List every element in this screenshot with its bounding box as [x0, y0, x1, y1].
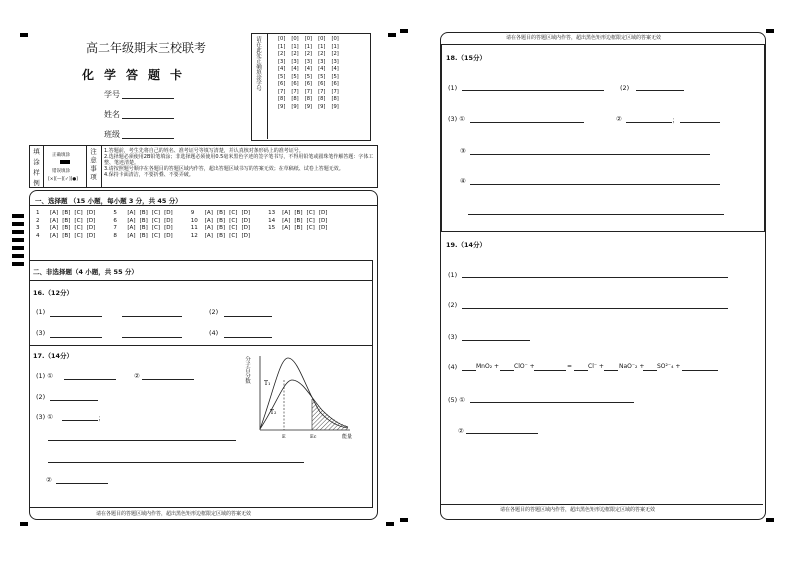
q19-eq-blank-3[interactable] — [534, 370, 566, 371]
id-bubble[interactable]: [4] — [291, 66, 299, 72]
id-bubble[interactable]: [8] — [278, 96, 286, 102]
mc-option-d[interactable]: [D] — [241, 232, 251, 239]
q18-box — [441, 44, 765, 232]
mc-option-c[interactable]: [C] — [151, 217, 161, 224]
mc-option-a[interactable]: [A] — [50, 217, 59, 224]
mc-row — [113, 233, 172, 239]
id-bubble[interactable]: [3] — [318, 58, 326, 65]
id-bubble[interactable]: [4] — [318, 66, 326, 72]
q18-part-2-label: (2) — [620, 84, 630, 92]
q19-eq-blank-4[interactable] — [574, 370, 588, 371]
q16-q17-divider — [29, 345, 372, 346]
q16-part-1-line-b[interactable] — [122, 316, 182, 317]
q17-part-3-line-2[interactable] — [48, 440, 236, 441]
left-footer: 请在各题目的答题区域内作答，超出黑色矩形边框限定区域的答案无效 — [96, 511, 252, 517]
mc-option-c[interactable]: [C] — [306, 225, 315, 231]
class-label: 班级 — [104, 130, 120, 139]
q19-eq-clo: ClO⁻ + — [514, 363, 535, 370]
q19-part-3-line[interactable] — [462, 340, 530, 341]
q18-part-3-1-label: (3) ① — [448, 115, 466, 123]
id-bubble[interactable]: [5] — [291, 73, 299, 80]
mc-section-title: 一、选择题 （15 小题，每小题 3 分，共 45 分） — [35, 197, 182, 205]
mc-option-d[interactable]: [D] — [318, 217, 328, 224]
id-bubble[interactable]: [7] — [318, 88, 326, 95]
q18-part-3-1-line[interactable] — [470, 122, 584, 123]
mc-option-b[interactable]: [B] — [62, 232, 71, 239]
q18-extra-line[interactable] — [468, 214, 724, 215]
id-column — [318, 36, 325, 110]
graph-t2-label: T₂ — [270, 409, 277, 416]
mc-option-c[interactable]: [C] — [229, 217, 238, 224]
id-bubble[interactable]: [2] — [278, 51, 286, 57]
mc-number: 3 — [36, 225, 40, 231]
q17-part-3-2-line[interactable] — [56, 483, 108, 484]
mc-option-a[interactable]: [A] — [50, 232, 59, 239]
mc-option-d[interactable]: [D] — [164, 232, 173, 239]
timing-mark — [12, 214, 24, 218]
mc-number: 14 — [268, 217, 276, 224]
nonmc-section-title: 二、非选择题（4 小题，共 55 分） — [33, 268, 138, 276]
id-bubble[interactable]: [6] — [278, 81, 286, 87]
mc-number: 4 — [36, 232, 40, 239]
student-id-label: 学号 — [104, 90, 120, 99]
id-bubble[interactable]: [3] — [331, 58, 339, 65]
corner-mark-tr — [766, 29, 774, 33]
mc-row — [36, 233, 95, 239]
id-bubble[interactable]: [9] — [278, 103, 286, 110]
mc-option-a[interactable]: [A] — [282, 225, 291, 231]
mc-option-b[interactable]: [B] — [139, 232, 148, 239]
right-footer: 请在各题目的答题区域内作答，超出黑色矩形边框限定区域的答案无效 — [500, 507, 656, 513]
q19-part-2-line[interactable] — [462, 308, 728, 309]
q16-part-1-label: (1) — [36, 308, 46, 316]
mc-option-d[interactable]: [D] — [164, 217, 173, 224]
id-bubble[interactable]: [5] — [304, 73, 313, 80]
q17-part-3-line-3[interactable] — [48, 462, 304, 463]
q19-part-1-label: (1) — [448, 271, 458, 279]
mc-option-a[interactable]: [A] — [127, 232, 136, 239]
q19-eq-blank-7[interactable] — [682, 370, 718, 371]
mc-option-c[interactable]: [C] — [74, 210, 83, 216]
mc-number: 8 — [113, 232, 117, 239]
q17-part-1-1-line[interactable] — [64, 379, 116, 380]
q19-eq-blank-1[interactable] — [462, 370, 476, 371]
id-bubble[interactable]: [3] — [278, 58, 286, 65]
corner-mark-tl — [20, 33, 28, 37]
id-bubble[interactable]: [2] — [291, 51, 299, 57]
id-bubble[interactable]: [1] — [304, 43, 313, 50]
q16-title: 16.（12分） — [33, 289, 74, 297]
graph-y-label: 分子百分数 — [244, 356, 250, 384]
q19-eq-so4: SO²⁻₄ + — [657, 363, 681, 370]
id-bubble[interactable]: [1] — [278, 43, 286, 50]
mc-option-b[interactable]: [B] — [216, 217, 226, 224]
mc-number: 1 — [36, 210, 40, 216]
graph-curve-t1 — [260, 358, 348, 429]
graph-t1-label: T₁ — [264, 380, 271, 387]
id-bubble[interactable]: [4] — [304, 66, 313, 72]
q19-part-5-2-line[interactable] — [466, 433, 538, 434]
note-item: 4.保持卡面清洁，不要折叠、不要弄破。 — [104, 172, 194, 178]
mc-number: 11 — [190, 225, 198, 231]
id-column — [305, 36, 312, 110]
mc-option-d[interactable]: [D] — [241, 217, 251, 224]
timing-mark — [12, 262, 24, 266]
mc-number: 12 — [190, 232, 198, 239]
q18-part-3-2-line-b[interactable] — [680, 122, 720, 123]
mc-row — [268, 225, 327, 231]
q19-eq-blank-5[interactable] — [604, 370, 618, 371]
q16-part-4-label: (4) — [209, 329, 219, 337]
mc-row — [113, 225, 172, 231]
id-bubble[interactable]: [9] — [291, 103, 299, 110]
mc-option-d[interactable]: [D] — [86, 217, 96, 224]
graph-x-label: 能量 — [342, 434, 353, 440]
q16-part-2-line[interactable] — [224, 316, 272, 317]
wrong-fill-label: 错误填涂 — [52, 169, 70, 174]
mc-option-a[interactable]: [A] — [127, 210, 136, 216]
mc-number: 2 — [36, 217, 40, 224]
mc-number: 13 — [268, 210, 276, 216]
mc-column — [36, 210, 95, 239]
mc-option-a[interactable]: [A] — [127, 217, 136, 224]
id-bubble[interactable]: [7] — [291, 88, 299, 95]
q16-part-4-line[interactable] — [224, 337, 272, 338]
mc-option-d[interactable]: [D] — [164, 225, 173, 231]
q17-part-3-2-label: ② — [46, 476, 52, 484]
graph-e-label: E — [282, 434, 286, 440]
mc-option-a[interactable]: [A] — [50, 210, 59, 216]
timing-mark — [12, 254, 24, 258]
notes-label: 注意事项 — [89, 148, 97, 182]
mc-option-c[interactable]: [C] — [229, 210, 238, 216]
mc-number: 7 — [113, 225, 117, 231]
q19-eq-nao: NaO⁻₂ + — [619, 363, 645, 370]
mc-row — [268, 210, 327, 216]
timing-mark — [12, 246, 24, 250]
id-bubble[interactable]: [8] — [318, 96, 326, 102]
corner-mark-br-mid — [400, 518, 408, 522]
id-bubble[interactable]: [6] — [291, 81, 299, 87]
id-bubble[interactable]: [1] — [331, 43, 339, 50]
id-bubble[interactable]: [5] — [331, 73, 339, 80]
mc-option-b[interactable]: [B] — [62, 225, 71, 231]
q16-part-2-label: (2) — [209, 308, 219, 316]
mc-option-a[interactable]: [A] — [204, 217, 213, 224]
mc-row — [36, 225, 95, 231]
q17-semicolon: ； — [98, 414, 105, 422]
timing-mark — [12, 222, 24, 226]
id-bubble[interactable]: [3] — [304, 58, 313, 65]
id-bubble[interactable]: [0] — [291, 36, 299, 42]
mc-option-d[interactable]: [D] — [241, 210, 251, 216]
fill-example-label: 填涂样例 — [32, 148, 40, 190]
q17-title: 17.（14分） — [33, 352, 74, 360]
id-bubble[interactable]: [8] — [304, 96, 313, 102]
mc-option-c[interactable]: [C] — [306, 217, 315, 224]
mc-option-d[interactable]: [D] — [86, 210, 96, 216]
id-bubble[interactable]: [7] — [331, 88, 339, 95]
corner-mark-bl-mid — [386, 522, 394, 526]
id-bubble[interactable]: [0] — [331, 36, 339, 42]
id-bubble[interactable]: [0] — [278, 36, 286, 42]
mc-row — [191, 225, 250, 231]
id-bubble[interactable]: [9] — [331, 103, 339, 110]
q17-part-1-2-line[interactable] — [142, 379, 194, 380]
q16-part-3-line-b[interactable] — [122, 337, 182, 338]
mc-option-c[interactable]: [C] — [306, 210, 315, 216]
q19-part-4-label: (4) — [448, 363, 458, 371]
mc-option-d[interactable]: [D] — [318, 210, 328, 216]
mc-option-b[interactable]: [B] — [139, 210, 148, 216]
id-bubble[interactable]: [2] — [318, 51, 326, 57]
q19-part-5-2-label: ② — [458, 427, 464, 435]
mc-option-a[interactable]: [A] — [282, 217, 291, 224]
id-bubble[interactable]: [6] — [318, 81, 326, 87]
id-bubble[interactable]: [9] — [318, 103, 326, 110]
mc-option-a[interactable]: [A] — [204, 232, 213, 239]
mc-row — [268, 218, 327, 224]
mc-row — [36, 210, 95, 216]
mc-option-b[interactable]: [B] — [216, 232, 226, 239]
q18-title: 18.（15分） — [446, 54, 487, 62]
id-bubble[interactable]: [5] — [278, 73, 286, 80]
mc-column — [113, 210, 172, 239]
id-bubble[interactable]: [7] — [304, 88, 313, 95]
id-bubble[interactable]: [1] — [318, 43, 326, 50]
q19-eq-blank-6[interactable] — [643, 370, 657, 371]
right-footer-divider — [441, 504, 763, 505]
id-bubble[interactable]: [7] — [278, 88, 286, 95]
id-bubble[interactable]: [0] — [318, 36, 326, 42]
mc-option-b[interactable]: [B] — [216, 225, 226, 231]
id-bubble[interactable]: [0] — [304, 36, 313, 42]
correct-fill-label: 正确填涂 — [52, 153, 70, 158]
mc-option-d[interactable]: [D] — [164, 210, 173, 216]
id-bubble[interactable]: [8] — [331, 96, 339, 102]
mc-column — [268, 210, 327, 239]
q18-part-3-3-line[interactable] — [470, 154, 710, 155]
mc-number: 15 — [268, 225, 276, 231]
q16-part-3-label: (3) — [36, 329, 46, 337]
q18-part-3-2-label: ② — [616, 115, 622, 123]
mc-option-b[interactable]: [B] — [139, 217, 148, 224]
id-bubble[interactable]: [2] — [304, 51, 313, 57]
mc-option-c[interactable]: [C] — [74, 217, 83, 224]
mc-row — [191, 210, 250, 216]
mc-number: 5 — [113, 210, 117, 216]
mc-option-c[interactable]: [C] — [229, 232, 238, 239]
mc-option-d[interactable]: [D] — [241, 225, 251, 231]
answer-sheet-title: 化学答题卡 — [82, 68, 193, 82]
mc-option-c[interactable]: [C] — [229, 225, 238, 231]
mc-number: 9 — [190, 210, 195, 216]
mc-option-b[interactable]: [B] — [216, 210, 226, 216]
id-column — [291, 36, 298, 110]
mc-option-a[interactable]: [A] — [127, 225, 136, 231]
mc-number: 10 — [190, 217, 198, 224]
corner-mark-tl-right — [400, 29, 408, 33]
id-bubble[interactable]: [3] — [291, 58, 299, 65]
mc-option-b[interactable]: [B] — [294, 217, 303, 224]
q19-title: 19.（14分） — [446, 241, 487, 249]
id-bubble[interactable]: [6] — [304, 81, 313, 87]
q18-part-3-2-line-a[interactable] — [626, 122, 672, 123]
q17-part-1-2-label: ② — [134, 372, 140, 380]
q18-part-1-label: (1) — [448, 84, 458, 92]
name-label: 姓名 — [104, 110, 120, 119]
mc-option-a[interactable]: [A] — [204, 225, 213, 231]
mc-option-b[interactable]: [B] — [294, 225, 303, 231]
id-column — [331, 36, 338, 110]
mc-option-b[interactable]: [B] — [62, 217, 71, 224]
q16-part-1-line-a[interactable] — [50, 316, 102, 317]
timing-mark — [12, 230, 24, 234]
mc-option-c[interactable]: [C] — [151, 225, 161, 231]
q19-part-2-label: (2) — [448, 301, 458, 309]
mc-row — [191, 218, 250, 224]
student-id-grid-label: 请在此处正确填涂学号 — [255, 36, 261, 91]
q19-part-1-line[interactable] — [462, 277, 728, 278]
id-bubble[interactable]: [2] — [331, 51, 339, 57]
mc-option-d[interactable]: [D] — [318, 225, 328, 231]
mc-option-d[interactable]: [D] — [86, 225, 96, 231]
q19-eq-cl: Cl⁻ + — [588, 363, 604, 370]
mc-column — [191, 210, 250, 239]
mc-option-d[interactable]: [D] — [86, 232, 96, 239]
student-id-line[interactable] — [122, 98, 174, 99]
mc-section-divider — [29, 205, 377, 206]
id-bubble[interactable]: [4] — [331, 66, 339, 72]
mc-option-a[interactable]: [A] — [204, 210, 213, 216]
note-item: 2.选择题必须使用2B铅笔填涂；非选择题必须使用0.5毫米黑色字迹的签字笔书写，不得用铅笔或圆珠笔作解答题：字体工整、笔迹清楚。 — [104, 154, 374, 166]
mc-row — [113, 210, 172, 216]
mc-option-c[interactable]: [C] — [74, 232, 83, 239]
mc-row — [36, 218, 95, 224]
q18-part-3-3-label: ③ — [460, 147, 466, 155]
mc-option-b[interactable]: [B] — [139, 225, 148, 231]
mc-option-c[interactable]: [C] — [151, 232, 161, 239]
class-line[interactable] — [122, 138, 174, 139]
q19-eq-equals: = — [567, 363, 573, 370]
q18-part-2-line[interactable] — [636, 90, 684, 91]
name-line[interactable] — [122, 118, 174, 119]
correct-fill-sample — [60, 160, 70, 164]
q18-part-3-4-label: ④ — [460, 177, 466, 185]
q17-part-1-1-label: (1) ① — [36, 372, 54, 380]
mc-option-c[interactable]: [C] — [74, 225, 83, 231]
mc-option-c[interactable]: [C] — [151, 210, 161, 216]
nonmc-divider — [29, 280, 372, 281]
corner-mark-tr-left — [388, 33, 396, 37]
q18-part-1-line[interactable] — [462, 90, 604, 91]
mc-row — [191, 233, 250, 239]
q17-part-2-line[interactable] — [50, 400, 98, 401]
q17-part-3-1-label: (3) ① — [36, 413, 54, 421]
q17-part-3-1-line[interactable] — [62, 420, 98, 421]
id-bubble[interactable]: [8] — [291, 96, 299, 102]
id-column — [278, 36, 285, 110]
q18-semicolon: ； — [672, 116, 679, 124]
mc-row — [113, 218, 172, 224]
note-item: 3.请按照题号顺序在各题目的答题区域内作答，超出答题区域书写的答案无效；在草稿纸、试卷上答题无效。 — [104, 166, 344, 172]
wrong-fill-sample: [×][—][✓][●] — [48, 177, 79, 182]
note-item: 1.答题前，考生先将自己的姓名、准考证号等填写清楚，并认真核对条形码上的准考证号。 — [104, 148, 304, 154]
mc-option-a[interactable]: [A] — [50, 225, 59, 231]
corner-mark-bl — [20, 522, 28, 526]
mc-number: 6 — [113, 217, 117, 224]
mc-option-b[interactable]: [B] — [62, 210, 71, 216]
q17-part-2-label: (2) — [36, 393, 46, 401]
notes-list — [104, 148, 374, 178]
id-bubble[interactable]: [5] — [318, 73, 326, 80]
right-header: 请在各题目的答题区域内作答，超出黑色矩形边框限定区域的答案无效 — [506, 35, 662, 41]
q16-part-3-line-a[interactable] — [50, 337, 102, 338]
q19-part-5-1-label: (5) ① — [448, 396, 466, 404]
timing-mark — [12, 238, 24, 242]
mc-option-a[interactable]: [A] — [282, 210, 291, 216]
id-bubble[interactable]: [9] — [304, 103, 313, 110]
q19-eq-blank-2[interactable] — [500, 370, 514, 371]
q18-part-3-4-line[interactable] — [470, 184, 720, 185]
q19-part-3-label: (3) — [448, 333, 458, 341]
graph-ec-label: Ec — [310, 434, 317, 440]
q19-eq-mno2: MnO₂ + — [476, 363, 500, 370]
corner-mark-br — [766, 518, 774, 522]
mc-grid — [36, 210, 328, 239]
mc-option-b[interactable]: [B] — [294, 210, 303, 216]
exam-title: 高二年级期末三校联考 — [86, 41, 207, 55]
id-bubble[interactable]: [1] — [291, 43, 299, 50]
id-bubble[interactable]: [4] — [278, 66, 286, 72]
student-id-bubbles — [278, 36, 368, 110]
id-bubble[interactable]: [6] — [331, 81, 339, 87]
q19-part-5-1-line[interactable] — [470, 402, 634, 403]
